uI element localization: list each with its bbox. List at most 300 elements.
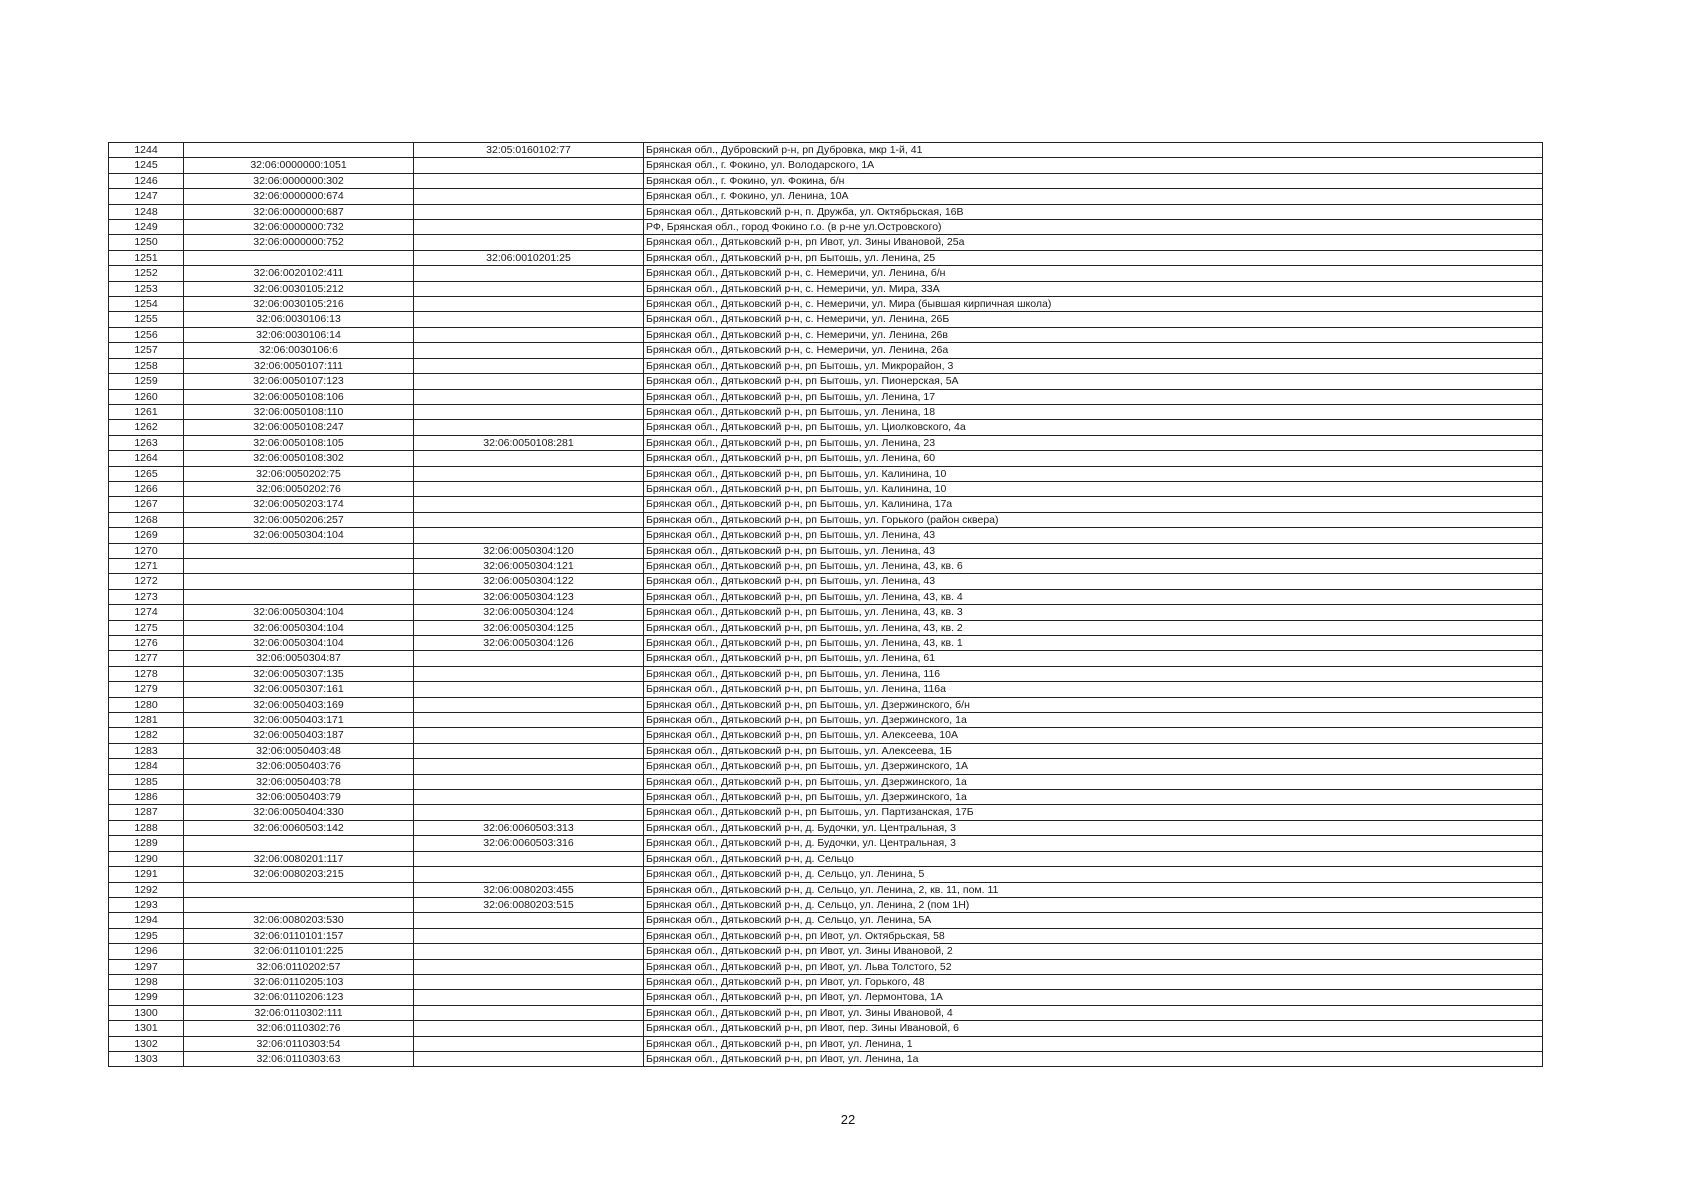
- table-row: [109, 374, 1543, 389]
- address-cell: РФ, Брянская обл., город Фокино г.о. (в р-не ул.Островского): [644, 220, 1543, 235]
- address-cell: Брянская обл., Дятьковский р-н, рп Бытошь, ул. Дзержинского, 1а: [644, 790, 1543, 805]
- table-row: [109, 173, 1543, 188]
- address-cell: Брянская обл., Дятьковский р-н, рп Бытошь, ул. Микрорайон, 3: [644, 358, 1543, 373]
- address-cell: Брянская обл., Дятьковский р-н, д. Будочки, ул. Центральная, 3: [644, 836, 1543, 851]
- cadastral-number-land: 32:06:0050403:76: [184, 759, 414, 774]
- address-cell: Брянская обл., Дятьковский р-н, с. Немеричи, ул. Мира, 33А: [644, 281, 1543, 296]
- cadastral-number-object: [414, 759, 644, 774]
- cadastral-number-land: 32:06:0050304:104: [184, 636, 414, 651]
- table-row: [109, 682, 1543, 697]
- property-register-table: [108, 142, 1543, 1067]
- row-number: 1289: [109, 836, 184, 851]
- cadastral-number-object: [414, 327, 644, 342]
- register-body: [109, 143, 1543, 1067]
- cadastral-number-object: 32:05:0160102:77: [414, 143, 644, 158]
- row-number: 1292: [109, 882, 184, 897]
- cadastral-number-object: [414, 774, 644, 789]
- row-number: 1254: [109, 297, 184, 312]
- table-row: [109, 404, 1543, 419]
- cadastral-number-object: [414, 959, 644, 974]
- cadastral-number-land: 32:06:0050403:171: [184, 713, 414, 728]
- cadastral-number-object: [414, 297, 644, 312]
- row-number: 1279: [109, 682, 184, 697]
- cadastral-number-object: [414, 805, 644, 820]
- address-cell: Брянская обл., Дятьковский р-н, рп Бытошь, ул. Ленина, 18: [644, 404, 1543, 419]
- table-row: [109, 204, 1543, 219]
- table-row: [109, 790, 1543, 805]
- cadastral-number-land: 32:06:0050304:104: [184, 528, 414, 543]
- address-cell: Брянская обл., Дятьковский р-н, рп Бытошь, ул. Ленина, 43: [644, 574, 1543, 589]
- cadastral-number-land: [184, 897, 414, 912]
- cadastral-number-object: [414, 173, 644, 188]
- table-row: [109, 512, 1543, 527]
- row-number: 1247: [109, 189, 184, 204]
- address-cell: Брянская обл., Дятьковский р-н, рп Бытошь, ул. Ленина, 43, кв. 3: [644, 605, 1543, 620]
- cadastral-number-object: [414, 358, 644, 373]
- cadastral-number-land: 32:06:0110101:225: [184, 944, 414, 959]
- cadastral-number-object: [414, 420, 644, 435]
- cadastral-number-object: [414, 713, 644, 728]
- address-cell: Брянская обл., Дятьковский р-н, рп Ивот, ул. Лермонтова, 1А: [644, 990, 1543, 1005]
- row-number: 1256: [109, 327, 184, 342]
- table-row: [109, 435, 1543, 450]
- cadastral-number-object: [414, 189, 644, 204]
- table-row: [109, 235, 1543, 250]
- page-number: 22: [840, 1112, 856, 1127]
- cadastral-number-object: [414, 374, 644, 389]
- address-cell: Брянская обл., Дятьковский р-н, д. Сельцо, ул. Ленина, 2 (пом 1Н): [644, 897, 1543, 912]
- table-row: [109, 451, 1543, 466]
- table-row: [109, 990, 1543, 1005]
- row-number: 1288: [109, 820, 184, 835]
- row-number: 1298: [109, 974, 184, 989]
- cadastral-number-land: 32:06:0050108:247: [184, 420, 414, 435]
- cadastral-number-land: 32:06:0000000:732: [184, 220, 414, 235]
- cadastral-number-object: [414, 312, 644, 327]
- cadastral-number-land: 32:06:0110303:63: [184, 1051, 414, 1066]
- cadastral-number-land: 32:06:0000000:674: [184, 189, 414, 204]
- row-number: 1281: [109, 713, 184, 728]
- cadastral-number-object: [414, 990, 644, 1005]
- cadastral-number-object: [414, 158, 644, 173]
- address-cell: Брянская обл., Дятьковский р-н, рп Бытошь, ул. Ленина, 43: [644, 543, 1543, 558]
- row-number: 1263: [109, 435, 184, 450]
- cadastral-number-land: 32:06:0050403:169: [184, 697, 414, 712]
- address-cell: Брянская обл., Дубровский р-н, рп Дубровка, мкр 1-й, 41: [644, 143, 1543, 158]
- row-number: 1245: [109, 158, 184, 173]
- table-row: [109, 605, 1543, 620]
- address-cell: Брянская обл., Дятьковский р-н, с. Немеричи, ул. Ленина, 26в: [644, 327, 1543, 342]
- row-number: 1280: [109, 697, 184, 712]
- cadastral-number-object: 32:06:0060503:313: [414, 820, 644, 835]
- cadastral-number-land: 32:06:0110302:111: [184, 1005, 414, 1020]
- cadastral-number-land: 32:06:0080201:117: [184, 851, 414, 866]
- cadastral-number-object: [414, 528, 644, 543]
- address-cell: Брянская обл., Дятьковский р-н, рп Бытошь, ул. Калинина, 17а: [644, 497, 1543, 512]
- table-row: [109, 143, 1543, 158]
- row-number: 1293: [109, 897, 184, 912]
- cadastral-number-land: 32:06:0050108:105: [184, 435, 414, 450]
- cadastral-number-object: [414, 928, 644, 943]
- row-number: 1253: [109, 281, 184, 296]
- cadastral-number-object: [414, 481, 644, 496]
- address-cell: Брянская обл., Дятьковский р-н, д. Сельцо, ул. Ленина, 2, кв. 11, пом. 11: [644, 882, 1543, 897]
- address-cell: Брянская обл., Дятьковский р-н, рп Бытошь, ул. Калинина, 10: [644, 481, 1543, 496]
- cadastral-number-object: [414, 281, 644, 296]
- cadastral-number-land: 32:06:0050403:78: [184, 774, 414, 789]
- row-number: 1249: [109, 220, 184, 235]
- cadastral-number-land: 32:06:0050107:123: [184, 374, 414, 389]
- cadastral-number-land: 32:06:0050108:106: [184, 389, 414, 404]
- row-number: 1266: [109, 481, 184, 496]
- cadastral-number-object: [414, 1021, 644, 1036]
- address-cell: Брянская обл., Дятьковский р-н, рп Ивот, ул. Ленина, 1а: [644, 1051, 1543, 1066]
- address-cell: Брянская обл., Дятьковский р-н, рп Бытошь, ул. Ленина, 25: [644, 250, 1543, 265]
- table-row: [109, 728, 1543, 743]
- row-number: 1282: [109, 728, 184, 743]
- table-row: [109, 620, 1543, 635]
- cadastral-number-land: 32:06:0080203:530: [184, 913, 414, 928]
- cadastral-number-land: 32:06:0110302:76: [184, 1021, 414, 1036]
- address-cell: Брянская обл., Дятьковский р-н, рп Бытошь, ул. Ленина, 43, кв. 2: [644, 620, 1543, 635]
- table-row: [109, 713, 1543, 728]
- cadastral-number-land: 32:06:0000000:687: [184, 204, 414, 219]
- address-cell: Брянская обл., Дятьковский р-н, рп Бытошь, ул. Алексеева, 10А: [644, 728, 1543, 743]
- row-number: 1274: [109, 605, 184, 620]
- address-cell: Брянская обл., Дятьковский р-н, рп Бытошь, ул. Калинина, 10: [644, 466, 1543, 481]
- cadastral-number-land: 32:06:0030106:6: [184, 343, 414, 358]
- cadastral-number-land: 32:06:0050108:110: [184, 404, 414, 419]
- cadastral-number-object: [414, 266, 644, 281]
- cadastral-number-land: 32:06:0050206:257: [184, 512, 414, 527]
- row-number: 1269: [109, 528, 184, 543]
- address-cell: Брянская обл., Дятьковский р-н, рп Бытошь, ул. Пионерская, 5А: [644, 374, 1543, 389]
- table-row: [109, 867, 1543, 882]
- table-row: [109, 882, 1543, 897]
- cadastral-number-object: 32:06:0050304:124: [414, 605, 644, 620]
- cadastral-number-land: 32:06:0050108:302: [184, 451, 414, 466]
- table-row: [109, 897, 1543, 912]
- table-row: [109, 697, 1543, 712]
- row-number: 1291: [109, 867, 184, 882]
- table-row: [109, 528, 1543, 543]
- cadastral-number-land: [184, 250, 414, 265]
- table-row: [109, 420, 1543, 435]
- cadastral-number-object: 32:06:0050304:122: [414, 574, 644, 589]
- address-cell: Брянская обл., Дятьковский р-н, рп Бытошь, ул. Дзержинского, 1а: [644, 774, 1543, 789]
- table-row: [109, 297, 1543, 312]
- address-cell: Брянская обл., Дятьковский р-н, рп Ивот, ул. Ленина, 1: [644, 1036, 1543, 1051]
- address-cell: Брянская обл., Дятьковский р-н, п. Дружба, ул. Октябрьская, 16В: [644, 204, 1543, 219]
- row-number: 1302: [109, 1036, 184, 1051]
- row-number: 1303: [109, 1051, 184, 1066]
- table-row: [109, 358, 1543, 373]
- cadastral-number-object: [414, 235, 644, 250]
- address-cell: Брянская обл., Дятьковский р-н, рп Ивот, ул. Зины Ивановой, 2: [644, 944, 1543, 959]
- cadastral-number-object: [414, 682, 644, 697]
- table-row: [109, 913, 1543, 928]
- row-number: 1287: [109, 805, 184, 820]
- address-cell: Брянская обл., Дятьковский р-н, рп Ивот, ул. Октябрьская, 58: [644, 928, 1543, 943]
- address-cell: Брянская обл., Дятьковский р-н, рп Ивот, ул. Льва Толстого, 52: [644, 959, 1543, 974]
- row-number: 1268: [109, 512, 184, 527]
- table-row: [109, 743, 1543, 758]
- cadastral-number-object: [414, 666, 644, 681]
- address-cell: Брянская обл., Дятьковский р-н, рп Бытошь, ул. Ленина, 23: [644, 435, 1543, 450]
- cadastral-number-object: [414, 1005, 644, 1020]
- cadastral-number-object: 32:06:0060503:316: [414, 836, 644, 851]
- row-number: 1251: [109, 250, 184, 265]
- cadastral-number-land: 32:06:0110101:157: [184, 928, 414, 943]
- address-cell: Брянская обл., Дятьковский р-н, с. Немеричи, ул. Мира (бывшая кирпичная школа): [644, 297, 1543, 312]
- address-cell: Брянская обл., Дятьковский р-н, рп Ивот, пер. Зины Ивановой, 6: [644, 1021, 1543, 1036]
- address-cell: Брянская обл., г. Фокино, ул. Володарского, 1А: [644, 158, 1543, 173]
- cadastral-number-object: [414, 451, 644, 466]
- cadastral-number-land: 32:06:0050202:75: [184, 466, 414, 481]
- table-row: [109, 189, 1543, 204]
- address-cell: Брянская обл., Дятьковский р-н, с. Немеричи, ул. Ленина, б/н: [644, 266, 1543, 281]
- cadastral-number-object: 32:06:0080203:455: [414, 882, 644, 897]
- table-row: [109, 250, 1543, 265]
- address-cell: Брянская обл., Дятьковский р-н, д. Сельцо, ул. Ленина, 5А: [644, 913, 1543, 928]
- cadastral-number-object: [414, 913, 644, 928]
- cadastral-number-land: 32:06:0000000:752: [184, 235, 414, 250]
- address-cell: Брянская обл., Дятьковский р-н, рп Бытошь, ул. Ленина, 43, кв. 4: [644, 589, 1543, 604]
- table-row: [109, 928, 1543, 943]
- cadastral-number-land: 32:06:0020102:411: [184, 266, 414, 281]
- address-cell: Брянская обл., Дятьковский р-н, рп Бытошь, ул. Дзержинского, б/н: [644, 697, 1543, 712]
- address-cell: Брянская обл., Дятьковский р-н, с. Немеричи, ул. Ленина, 26Б: [644, 312, 1543, 327]
- row-number: 1283: [109, 743, 184, 758]
- table-row: [109, 805, 1543, 820]
- row-number: 1250: [109, 235, 184, 250]
- cadastral-number-land: 32:06:0030106:13: [184, 312, 414, 327]
- cadastral-number-land: 32:06:0110303:54: [184, 1036, 414, 1051]
- cadastral-number-land: 32:06:0110205:103: [184, 974, 414, 989]
- row-number: 1258: [109, 358, 184, 373]
- row-number: 1272: [109, 574, 184, 589]
- table-row: [109, 343, 1543, 358]
- row-number: 1264: [109, 451, 184, 466]
- cadastral-number-object: 32:06:0050304:123: [414, 589, 644, 604]
- cadastral-number-land: [184, 543, 414, 558]
- cadastral-number-object: [414, 343, 644, 358]
- cadastral-number-land: 32:06:0050304:104: [184, 605, 414, 620]
- row-number: 1294: [109, 913, 184, 928]
- address-cell: Брянская обл., Дятьковский р-н, рп Бытошь, ул. Ленина, 43, кв. 1: [644, 636, 1543, 651]
- table-row: [109, 158, 1543, 173]
- table-row: [109, 558, 1543, 573]
- table-row: [109, 312, 1543, 327]
- cadastral-number-object: [414, 404, 644, 419]
- row-number: 1252: [109, 266, 184, 281]
- address-cell: Брянская обл., г. Фокино, ул. Фокина, б/н: [644, 173, 1543, 188]
- address-cell: Брянская обл., Дятьковский р-н, д. Сельцо: [644, 851, 1543, 866]
- table-row: [109, 651, 1543, 666]
- address-cell: Брянская обл., Дятьковский р-н, рп Бытошь, ул. Ленина, 61: [644, 651, 1543, 666]
- cadastral-number-land: 32:06:0030105:216: [184, 297, 414, 312]
- table-row: [109, 820, 1543, 835]
- row-number: 1255: [109, 312, 184, 327]
- cadastral-number-land: 32:06:0050403:48: [184, 743, 414, 758]
- table-row: [109, 266, 1543, 281]
- address-cell: Брянская обл., Дятьковский р-н, рп Бытошь, ул. Партизанская, 17Б: [644, 805, 1543, 820]
- cadastral-number-object: [414, 974, 644, 989]
- cadastral-number-object: [414, 389, 644, 404]
- cadastral-number-object: [414, 851, 644, 866]
- cadastral-number-object: [414, 512, 644, 527]
- row-number: 1276: [109, 636, 184, 651]
- cadastral-number-land: 32:06:0000000:1051: [184, 158, 414, 173]
- table-row: [109, 851, 1543, 866]
- cadastral-number-land: [184, 143, 414, 158]
- row-number: 1259: [109, 374, 184, 389]
- table-row: [109, 327, 1543, 342]
- row-number: 1296: [109, 944, 184, 959]
- table-row: [109, 1021, 1543, 1036]
- cadastral-number-land: 32:06:0030106:14: [184, 327, 414, 342]
- row-number: 1248: [109, 204, 184, 219]
- table-row: [109, 481, 1543, 496]
- cadastral-number-land: 32:06:0050404:330: [184, 805, 414, 820]
- cadastral-number-object: 32:06:0050304:121: [414, 558, 644, 573]
- table-row: [109, 389, 1543, 404]
- row-number: 1260: [109, 389, 184, 404]
- table-row: [109, 543, 1543, 558]
- address-cell: Брянская обл., Дятьковский р-н, д. Сельцо, ул. Ленина, 5: [644, 867, 1543, 882]
- cadastral-number-land: 32:06:0050203:174: [184, 497, 414, 512]
- row-number: 1257: [109, 343, 184, 358]
- address-cell: Брянская обл., Дятьковский р-н, рп Бытошь, ул. Горького (район сквера): [644, 512, 1543, 527]
- address-cell: Брянская обл., Дятьковский р-н, рп Бытошь, ул. Ленина, 43: [644, 528, 1543, 543]
- row-number: 1301: [109, 1021, 184, 1036]
- cadastral-number-object: [414, 220, 644, 235]
- row-number: 1277: [109, 651, 184, 666]
- cadastral-number-land: 32:06:0110206:123: [184, 990, 414, 1005]
- address-cell: Брянская обл., Дятьковский р-н, с. Немеричи, ул. Ленина, 26а: [644, 343, 1543, 358]
- cadastral-number-land: 32:06:0050304:87: [184, 651, 414, 666]
- cadastral-number-land: 32:06:0050307:135: [184, 666, 414, 681]
- row-number: 1299: [109, 990, 184, 1005]
- address-cell: Брянская обл., Дятьковский р-н, рп Бытошь, ул. Ленина, 43, кв. 6: [644, 558, 1543, 573]
- cadastral-number-land: 32:06:0050403:79: [184, 790, 414, 805]
- address-cell: Брянская обл., Дятьковский р-н, рп Ивот, ул. Зины Ивановой, 4: [644, 1005, 1543, 1020]
- table-row: [109, 466, 1543, 481]
- cadastral-number-object: [414, 204, 644, 219]
- row-number: 1267: [109, 497, 184, 512]
- cadastral-number-land: [184, 558, 414, 573]
- row-number: 1300: [109, 1005, 184, 1020]
- cadastral-number-object: [414, 697, 644, 712]
- cadastral-number-object: 32:06:0050304:126: [414, 636, 644, 651]
- table-row: [109, 589, 1543, 604]
- row-number: 1297: [109, 959, 184, 974]
- cadastral-number-land: 32:06:0050403:187: [184, 728, 414, 743]
- table-row: [109, 959, 1543, 974]
- cadastral-number-land: 32:06:0050107:111: [184, 358, 414, 373]
- address-cell: Брянская обл., Дятьковский р-н, рп Бытошь, ул. Ленина, 60: [644, 451, 1543, 466]
- address-cell: Брянская обл., Дятьковский р-н, рп Бытошь, ул. Ленина, 116а: [644, 682, 1543, 697]
- cadastral-number-land: [184, 836, 414, 851]
- cadastral-number-land: 32:06:0080203:215: [184, 867, 414, 882]
- cadastral-number-land: [184, 574, 414, 589]
- row-number: 1278: [109, 666, 184, 681]
- table-row: [109, 666, 1543, 681]
- row-number: 1273: [109, 589, 184, 604]
- address-cell: Брянская обл., Дятьковский р-н, рп Ивот, ул. Зины Ивановой, 25а: [644, 235, 1543, 250]
- row-number: 1261: [109, 404, 184, 419]
- address-cell: Брянская обл., Дятьковский р-н, рп Бытошь, ул. Алексеева, 1Б: [644, 743, 1543, 758]
- table-row: [109, 636, 1543, 651]
- row-number: 1271: [109, 558, 184, 573]
- cadastral-number-object: [414, 743, 644, 758]
- address-cell: Брянская обл., Дятьковский р-н, рп Бытошь, ул. Ленина, 17: [644, 389, 1543, 404]
- cadastral-number-land: 32:06:0050202:76: [184, 481, 414, 496]
- row-number: 1285: [109, 774, 184, 789]
- cadastral-number-land: 32:06:0050304:104: [184, 620, 414, 635]
- row-number: 1262: [109, 420, 184, 435]
- cadastral-number-object: [414, 1036, 644, 1051]
- table-row: [109, 774, 1543, 789]
- address-cell: Брянская обл., Дятьковский р-н, д. Будочки, ул. Центральная, 3: [644, 820, 1543, 835]
- cadastral-number-object: [414, 867, 644, 882]
- cadastral-number-object: 32:06:0080203:515: [414, 897, 644, 912]
- cadastral-number-land: 32:06:0030105:212: [184, 281, 414, 296]
- address-cell: Брянская обл., Дятьковский р-н, рп Ивот, ул. Горького, 48: [644, 974, 1543, 989]
- table-row: [109, 1005, 1543, 1020]
- cadastral-number-land: [184, 589, 414, 604]
- table-row: [109, 836, 1543, 851]
- row-number: 1246: [109, 173, 184, 188]
- table-row: [109, 281, 1543, 296]
- table-row: [109, 944, 1543, 959]
- cadastral-number-object: 32:06:0050108:281: [414, 435, 644, 450]
- row-number: 1275: [109, 620, 184, 635]
- cadastral-number-land: 32:06:0110202:57: [184, 959, 414, 974]
- row-number: 1284: [109, 759, 184, 774]
- table-row: [109, 497, 1543, 512]
- cadastral-number-land: 32:06:0000000:302: [184, 173, 414, 188]
- cadastral-number-land: [184, 882, 414, 897]
- table-row: [109, 220, 1543, 235]
- table-row: [109, 974, 1543, 989]
- table-row: [109, 759, 1543, 774]
- cadastral-number-object: 32:06:0010201:25: [414, 250, 644, 265]
- cadastral-number-land: 32:06:0060503:142: [184, 820, 414, 835]
- table-row: [109, 1051, 1543, 1066]
- cadastral-number-land: 32:06:0050307:161: [184, 682, 414, 697]
- row-number: 1265: [109, 466, 184, 481]
- address-cell: Брянская обл., Дятьковский р-н, рп Бытошь, ул. Дзержинского, 1А: [644, 759, 1543, 774]
- cadastral-number-object: 32:06:0050304:120: [414, 543, 644, 558]
- table-row: [109, 574, 1543, 589]
- row-number: 1295: [109, 928, 184, 943]
- cadastral-number-object: [414, 790, 644, 805]
- address-cell: Брянская обл., Дятьковский р-н, рп Бытошь, ул. Циолковского, 4а: [644, 420, 1543, 435]
- cadastral-number-object: [414, 497, 644, 512]
- cadastral-number-object: [414, 466, 644, 481]
- cadastral-number-object: [414, 651, 644, 666]
- cadastral-number-object: [414, 728, 644, 743]
- row-number: 1270: [109, 543, 184, 558]
- table-row: [109, 1036, 1543, 1051]
- row-number: 1244: [109, 143, 184, 158]
- row-number: 1286: [109, 790, 184, 805]
- cadastral-number-object: [414, 944, 644, 959]
- address-cell: Брянская обл., Дятьковский р-н, рп Бытошь, ул. Ленина, 116: [644, 666, 1543, 681]
- cadastral-number-object: 32:06:0050304:125: [414, 620, 644, 635]
- address-cell: Брянская обл., Дятьковский р-н, рп Бытошь, ул. Дзержинского, 1а: [644, 713, 1543, 728]
